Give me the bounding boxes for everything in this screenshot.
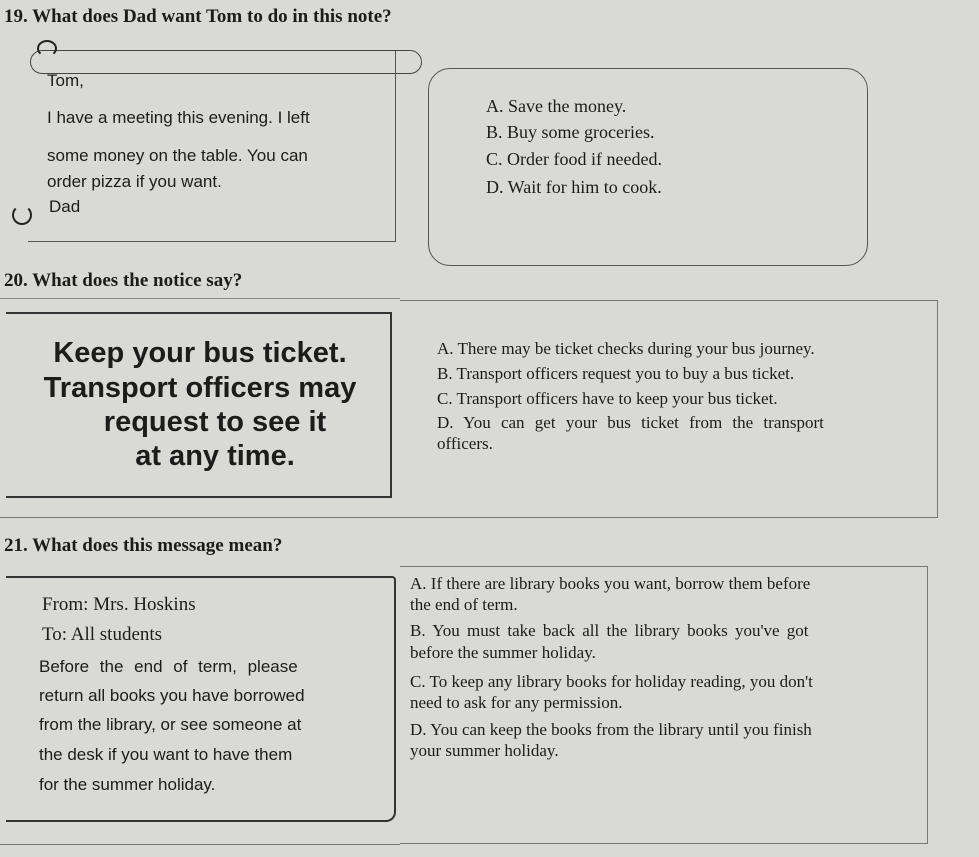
question-19-title: 19. What does Dad want Tom to do in this note? <box>4 6 392 27</box>
q21-option-c-line-2[interactable]: need to ask for any permission. <box>410 693 623 712</box>
notice-line-2: Transport officers may <box>43 372 357 404</box>
note-signature: Dad <box>49 197 81 216</box>
q20-option-c[interactable]: C. Transport officers have to keep your bus ticket. <box>437 389 778 408</box>
q21-bottom-rule <box>0 844 400 845</box>
message-to: To: All students <box>42 624 163 645</box>
note-greeting: Tom, <box>47 71 84 90</box>
q21-option-a-line-1[interactable]: A. If there are library books you want, borrow them before <box>410 574 811 593</box>
message-line-1: Before the end of term, please <box>39 657 298 676</box>
question-21-title: 21. What does this message mean? <box>4 535 283 556</box>
q20-top-rule <box>0 298 400 299</box>
q19-option-d[interactable]: D. Wait for him to cook. <box>486 177 662 197</box>
q19-option-b[interactable]: B. Buy some groceries. <box>486 122 655 142</box>
message-line-5: for the summer holiday. <box>39 775 216 794</box>
notice-line-1: Keep your bus ticket. <box>53 337 347 369</box>
note-line-1: I have a meeting this evening. I left <box>47 108 310 127</box>
scroll-curl-top-icon <box>37 40 57 57</box>
q19-option-a[interactable]: A. Save the money. <box>486 96 627 116</box>
note-scroll-top <box>30 50 422 74</box>
note-line-2: some money on the table. You can <box>47 146 308 165</box>
note-line-3: order pizza if you want. <box>47 172 222 191</box>
q21-option-b-line-1[interactable]: B. You must take back all the library books you've got <box>410 621 809 640</box>
q20-option-d-line-1[interactable]: D. You can get your bus ticket from the transport <box>437 413 824 432</box>
q20-option-d-line-2[interactable]: officers. <box>437 434 493 453</box>
message-line-4: the desk if you want to have them <box>39 745 293 764</box>
q20-bottom-rule <box>0 517 938 518</box>
notice-line-4: at any time. <box>135 440 295 472</box>
message-from: From: Mrs. Hoskins <box>42 594 196 615</box>
message-line-2: return all books you have borrowed <box>39 686 305 705</box>
notice-line-3: request to see it <box>103 406 327 438</box>
q21-option-a-line-2[interactable]: the end of term. <box>410 595 518 614</box>
q20-option-a[interactable]: A. There may be ticket checks during your bus journey. <box>437 339 815 358</box>
message-line-3: from the library, or see someone at <box>39 715 302 734</box>
q21-option-d-line-2[interactable]: your summer holiday. <box>410 741 559 760</box>
q19-option-c[interactable]: C. Order food if needed. <box>486 149 662 169</box>
q21-option-c-line-1[interactable]: C. To keep any library books for holiday reading, you don't <box>410 672 813 691</box>
scroll-curl-bottom-icon <box>12 205 32 225</box>
q21-option-d-line-1[interactable]: D. You can keep the books from the library until you finish <box>410 720 812 739</box>
question-20-title: 20. What does the notice say? <box>4 270 243 291</box>
q21-option-b-line-2[interactable]: before the summer holiday. <box>410 643 596 662</box>
q20-option-b[interactable]: B. Transport officers request you to buy a bus ticket. <box>437 364 795 383</box>
